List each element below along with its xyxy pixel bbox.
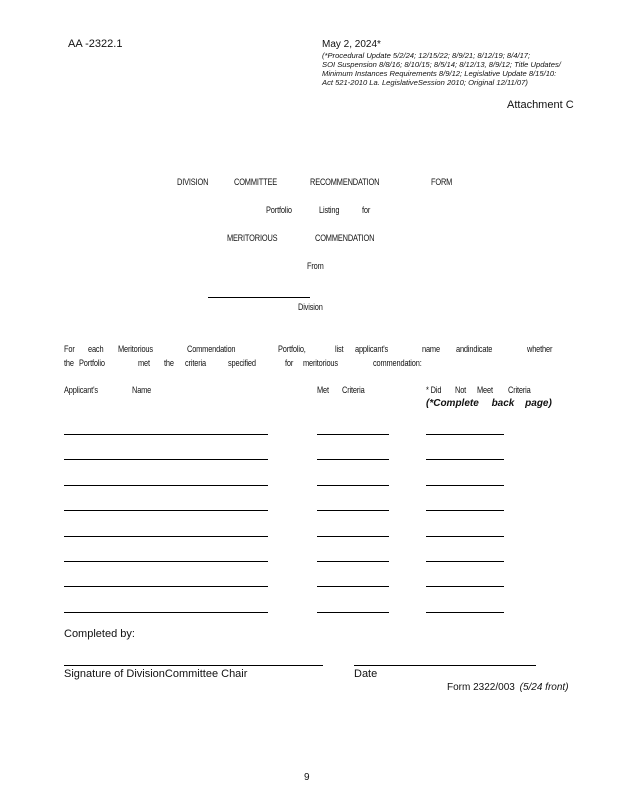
date-line[interactable]	[354, 665, 536, 666]
met-criteria-line[interactable]	[317, 510, 389, 511]
instruction-word: andindicate	[456, 344, 493, 355]
instruction-word: whether	[527, 344, 553, 355]
column-header-met: Met	[317, 385, 329, 396]
update-note-line: Act 521-2010 La. LegislativeSession 2010; Original 12/11/07)	[322, 78, 528, 87]
applicant-name-line[interactable]	[64, 612, 268, 613]
column-header-met: Criteria	[342, 385, 365, 396]
column-header-applicant: Applicant's	[64, 385, 98, 396]
did-not-meet-line[interactable]	[426, 459, 504, 460]
applicant-name-line[interactable]	[64, 485, 268, 486]
instruction-word: the	[64, 358, 74, 369]
title-word: Portfolio	[266, 205, 292, 216]
met-criteria-line[interactable]	[317, 536, 389, 537]
form-number-text: Form 2322/003	[447, 682, 515, 693]
instruction-word: met	[138, 358, 150, 369]
title-word: RECOMMENDATION	[310, 177, 380, 188]
applicant-name-line[interactable]	[64, 459, 268, 460]
note-word: page)	[525, 398, 552, 409]
column-header-not-met: Not	[455, 385, 467, 396]
did-not-meet-line[interactable]	[426, 536, 504, 537]
form-number	[447, 682, 569, 693]
completed-by-label: Completed by:	[64, 628, 135, 640]
met-criteria-line[interactable]	[317, 586, 389, 587]
column-header-applicant: Name	[132, 385, 152, 396]
instruction-word: applicant's	[355, 344, 389, 355]
met-criteria-line[interactable]	[317, 485, 389, 486]
met-criteria-line[interactable]	[317, 459, 389, 460]
instruction-word: Commendation	[187, 344, 236, 355]
did-not-meet-line[interactable]	[426, 485, 504, 486]
signature-label: Signature of DivisionCommittee Chair	[64, 668, 248, 680]
instruction-word: For	[64, 344, 75, 355]
form-id: AA -2322.1	[68, 38, 123, 50]
instruction-word: for	[285, 358, 294, 369]
from-label: From	[307, 261, 324, 272]
instruction-word: the	[164, 358, 174, 369]
met-criteria-line[interactable]	[317, 612, 389, 613]
did-not-meet-line[interactable]	[426, 586, 504, 587]
column-header-not-met: * Did	[426, 385, 442, 396]
column-header-not-met: Meet	[477, 385, 493, 396]
met-criteria-line[interactable]	[317, 434, 389, 435]
did-not-meet-line[interactable]	[426, 612, 504, 613]
attachment-label: Attachment C	[507, 99, 574, 111]
instruction-word: name	[422, 344, 440, 355]
date-label: Date	[354, 668, 378, 680]
update-note-line: (*Procedural Update 5/2/24; 12/15/22; 8/9/21; 8/12/19; 8/4/17;	[322, 51, 531, 60]
column-header-not-met: Criteria	[508, 385, 531, 396]
page-number: 9	[304, 772, 310, 783]
note-word: (*Complete	[426, 398, 479, 409]
applicant-name-line[interactable]	[64, 561, 268, 562]
did-not-meet-line[interactable]	[426, 561, 504, 562]
instruction-word: Portfolio	[79, 358, 105, 369]
applicant-name-line[interactable]	[64, 434, 268, 435]
division-name-line[interactable]	[208, 297, 310, 298]
update-notes	[322, 51, 561, 87]
applicant-name-line[interactable]	[64, 536, 268, 537]
instruction-word: Meritorious	[118, 344, 153, 355]
instruction-word: each	[88, 344, 104, 355]
note-word: back	[491, 398, 515, 409]
title-word: for	[362, 205, 371, 216]
update-note-line: SOI Suspension 8/8/16; 8/10/15; 8/5/14; 8/12/13, 8/9/12; Title Updates/	[322, 60, 561, 69]
instruction-word: Portfolio,	[278, 344, 306, 355]
instruction-word: meritorious	[303, 358, 338, 369]
update-note-line: Minimum Instances Requirements 8/9/12; Legislative Update 8/15/10:	[322, 69, 557, 78]
title-word: MERITORIOUS	[227, 233, 278, 244]
title-word: Listing	[319, 205, 340, 216]
instruction-word: commendation:	[373, 358, 422, 369]
division-label: Division	[298, 302, 323, 313]
instruction-word: specified	[228, 358, 256, 369]
signature-line[interactable]	[64, 665, 323, 666]
form-revision: (5/24 front)	[519, 682, 569, 693]
met-criteria-line[interactable]	[317, 561, 389, 562]
instruction-word: criteria	[185, 358, 206, 369]
applicant-name-line[interactable]	[64, 586, 268, 587]
instruction-word: list	[335, 344, 344, 355]
revision-date: May 2, 2024*	[322, 39, 381, 50]
did-not-meet-line[interactable]	[426, 434, 504, 435]
title-word: FORM	[431, 177, 453, 188]
title-word: DIVISION	[177, 177, 209, 188]
applicant-name-line[interactable]	[64, 510, 268, 511]
title-word: COMMITTEE	[234, 177, 278, 188]
complete-back-page-note	[426, 398, 552, 409]
title-word: COMMENDATION	[315, 233, 375, 244]
did-not-meet-line[interactable]	[426, 510, 504, 511]
